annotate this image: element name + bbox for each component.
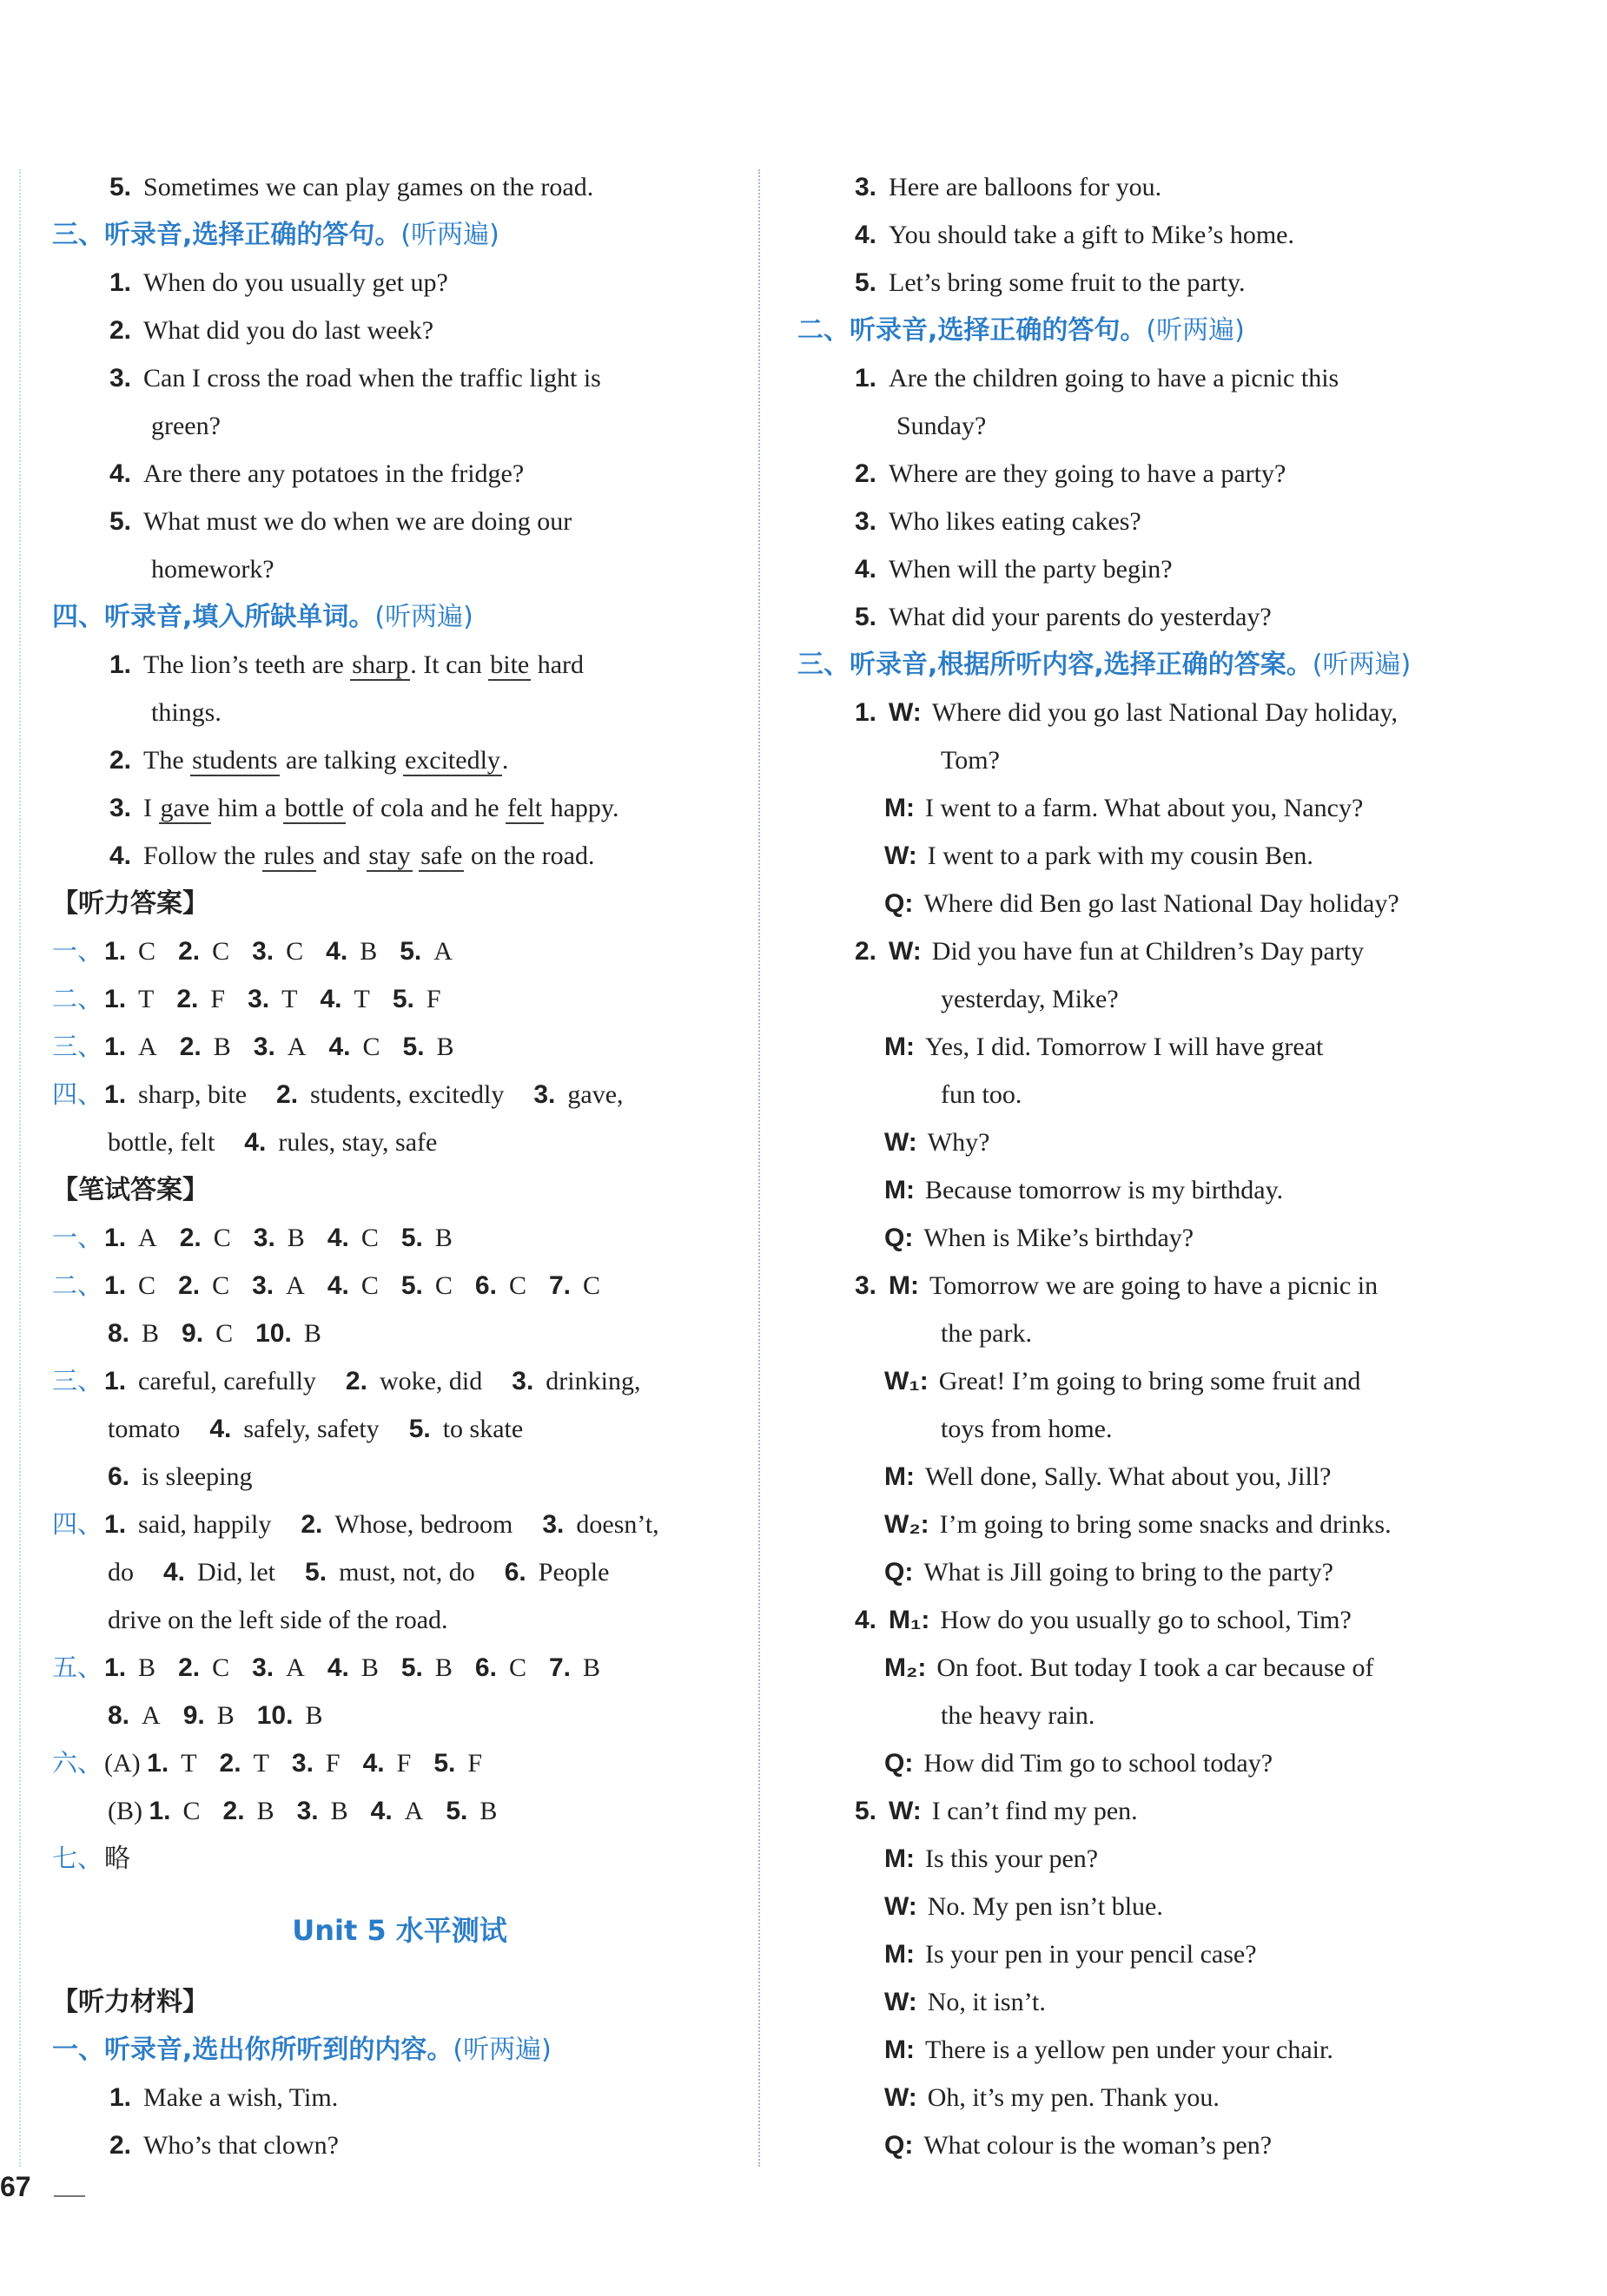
question-item: 1. When do you usually get up? bbox=[109, 268, 448, 297]
answer-value: C bbox=[212, 1271, 230, 1300]
answer-number: 4. bbox=[327, 1653, 349, 1682]
dialogue-line: M: I went to a farm. What about you, Nancy? bbox=[884, 794, 1364, 822]
answer-number: 5. bbox=[400, 1653, 423, 1682]
answer-row-continuation: 6. is sleeping bbox=[108, 1462, 253, 1491]
answer-row: 六、(A) 1. T 2. T 3. F 4. F 5. F bbox=[52, 1748, 483, 1778]
dialogue-line: Q: When is Mike’s birthday? bbox=[884, 1224, 1194, 1252]
question-item: 3. Can I cross the road when the traffic light is bbox=[109, 364, 601, 393]
fill-in-continuation: things. bbox=[151, 698, 222, 727]
answer-value: A bbox=[433, 937, 453, 966]
answer-number: 5. bbox=[433, 1749, 456, 1778]
answer-value: F bbox=[325, 1749, 341, 1778]
answer-value: T bbox=[253, 1749, 269, 1778]
answer-value: B bbox=[256, 1797, 274, 1825]
section-heading: 三、听录音,根据所听内容,选择正确的答案。(听两遍) bbox=[797, 650, 1412, 680]
answer-value: B bbox=[142, 1319, 160, 1348]
dialogue-continuation: toys from home. bbox=[941, 1415, 1113, 1443]
section-heading: 三、听录音,选择正确的答句。(听两遍) bbox=[52, 220, 499, 250]
dialogue-line: W: No. My pen isn’t blue. bbox=[884, 1892, 1163, 1921]
dialogue-line: M: There is a yellow pen under your chair. bbox=[884, 2035, 1333, 2064]
dialogue-line: 4. M₁: How do you usually go to school, Tim? bbox=[855, 1606, 1352, 1634]
dialogue-continuation: fun too. bbox=[941, 1080, 1022, 1109]
answer-number: 2. bbox=[219, 1749, 241, 1778]
answer-value: C bbox=[508, 1653, 526, 1682]
answer-value: B bbox=[305, 1701, 323, 1730]
question-continuation: homework? bbox=[151, 555, 274, 584]
dialogue-line: M₂: On foot. But today I took a car because of bbox=[884, 1653, 1374, 1682]
question-item: 1. Make a wish, Tim. bbox=[109, 2083, 339, 2112]
answer-number: 6. bbox=[474, 1271, 497, 1300]
right-column bbox=[797, 163, 1492, 2169]
answer-value: B bbox=[360, 1653, 379, 1682]
answer-number: 3. bbox=[248, 985, 270, 1013]
answer-number: 5. bbox=[400, 1224, 423, 1252]
answer-value: C bbox=[434, 1271, 453, 1300]
answer-value: B bbox=[582, 1653, 600, 1682]
answer-value: C bbox=[362, 1033, 380, 1061]
dialogue-line: 3. M: Tomorrow we are going to have a picnic in bbox=[855, 1271, 1379, 1300]
answer-row-continuation: do 4. Did, let 5. must, not, do 6. People bbox=[108, 1558, 610, 1587]
answer-number: 1. bbox=[104, 1224, 127, 1252]
answer-row: 七、略 bbox=[52, 1844, 131, 1873]
answer-number: 6. bbox=[474, 1653, 497, 1682]
answer-number: 7. bbox=[548, 1271, 571, 1300]
answer-value: F bbox=[210, 985, 226, 1013]
answer-value: C bbox=[582, 1271, 600, 1300]
answer-number: 8. bbox=[108, 1319, 130, 1348]
fill-in-item: 2. The students are talking excitedly. bbox=[109, 746, 509, 775]
dialogue-line: M: Is your pen in your pencil case? bbox=[884, 1940, 1257, 1969]
answer-value: T bbox=[354, 985, 370, 1013]
dialogue-line: Q: Where did Ben go last National Day holiday? bbox=[884, 889, 1399, 918]
dialogue-continuation: the park. bbox=[941, 1319, 1032, 1348]
answer-value: C bbox=[212, 1653, 230, 1682]
page-number: 67 bbox=[0, 2171, 31, 2202]
column-divider bbox=[758, 169, 760, 2167]
answer-number: 9. bbox=[182, 1701, 205, 1730]
answer-value: A bbox=[286, 1271, 305, 1300]
answer-number: 1. bbox=[149, 1797, 171, 1825]
dialogue-line: W₂: I’m going to bring some snacks and drinks. bbox=[884, 1510, 1392, 1539]
answer-number: 1. bbox=[104, 937, 127, 966]
answer-number: 3. bbox=[291, 1749, 314, 1778]
dialogue-continuation: the heavy rain. bbox=[941, 1701, 1095, 1730]
answer-number: 4. bbox=[370, 1797, 393, 1825]
dialogue-line: 5. W: I can’t find my pen. bbox=[855, 1797, 1138, 1825]
question-item: 4. You should take a gift to Mike’s home. bbox=[855, 221, 1294, 249]
answer-value: C bbox=[213, 1224, 231, 1252]
answer-row-continuation bbox=[52, 1692, 747, 1739]
answer-value: A bbox=[138, 1033, 157, 1061]
answer-number: 5. bbox=[402, 1033, 425, 1061]
answer-row: 二、1. C 2. C 3. A 4. C 5. C 6. C 7. C bbox=[52, 1270, 600, 1300]
fill-in-item: 1. The lion’s teeth are sharp. It can bite hard bbox=[109, 650, 585, 679]
question-item: 4. Are there any potatoes in the fridge? bbox=[109, 459, 525, 488]
answer-number: 4. bbox=[328, 1033, 351, 1061]
answer-value: A bbox=[286, 1653, 305, 1682]
answer-value: F bbox=[467, 1749, 483, 1778]
dialogue-line: 2. W: Did you have fun at Children’s Day party bbox=[855, 937, 1365, 966]
answer-number: 4. bbox=[327, 1224, 349, 1252]
answer-value: C bbox=[215, 1319, 234, 1348]
fill-in-item: 3. I gave him a bottle of cola and he felt happy. bbox=[109, 794, 619, 822]
page-number-rule bbox=[54, 2195, 85, 2197]
answer-value: C bbox=[212, 937, 230, 966]
answer-value: C bbox=[508, 1271, 526, 1300]
dialogue-line: W: Oh, it’s my pen. Thank you. bbox=[884, 2083, 1220, 2112]
answer-number: 3. bbox=[296, 1797, 319, 1825]
answer-row: 二、1. T 2. F 3. T 4. T 5. F bbox=[52, 984, 441, 1013]
section-heading: 二、听录音,选择正确的答句。(听两遍) bbox=[797, 315, 1245, 346]
answer-number: 2. bbox=[179, 1224, 202, 1252]
answer-value: T bbox=[138, 985, 155, 1013]
answer-value: C bbox=[360, 1224, 379, 1252]
answer-row: 四、1. said, happily 2. Whose, bedroom 3. doesn’t, bbox=[52, 1509, 659, 1539]
answer-number: 2. bbox=[178, 1271, 201, 1300]
answer-number: 1. bbox=[104, 985, 127, 1013]
answer-number: 3. bbox=[253, 1033, 275, 1061]
answer-number: 9. bbox=[182, 1319, 204, 1348]
question-item: 1. Are the children going to have a picnic this bbox=[855, 364, 1339, 393]
question-item: 5. Let’s bring some fruit to the party. bbox=[855, 268, 1246, 297]
dialogue-line: Q: What is Jill going to bring to the party? bbox=[884, 1558, 1333, 1587]
answer-number: 2. bbox=[178, 937, 201, 966]
answer-value: B bbox=[303, 1319, 321, 1348]
answer-number: 5. bbox=[446, 1797, 468, 1825]
left-column bbox=[52, 163, 747, 2169]
answer-number: 3. bbox=[253, 1224, 275, 1252]
dialogue-line: M: Well done, Sally. What about you, Jill? bbox=[884, 1462, 1332, 1491]
question-item: 3. Here are balloons for you. bbox=[855, 173, 1162, 201]
answer-number: 5. bbox=[400, 1271, 423, 1300]
answer-number: 7. bbox=[548, 1653, 571, 1682]
answer-value: B bbox=[434, 1224, 453, 1252]
dialogue-line: 1. W: Where did you go last National Day holiday, bbox=[855, 698, 1399, 727]
answer-row-continuation: drive on the left side of the road. bbox=[108, 1606, 448, 1634]
dialogue-line: W: No, it isn’t. bbox=[884, 1988, 1046, 2016]
answer-value: T bbox=[281, 985, 298, 1013]
question-item: 4. When will the party begin? bbox=[855, 555, 1173, 584]
dialogue-line: W₁: Great! I’m going to bring some fruit and bbox=[884, 1367, 1361, 1395]
answer-number: 4. bbox=[326, 937, 348, 966]
question-item: 3. Who likes eating cakes? bbox=[855, 507, 1141, 536]
question-item: 2. Who’s that clown? bbox=[109, 2131, 339, 2160]
answer-value: B bbox=[216, 1701, 235, 1730]
answer-value: B bbox=[479, 1797, 498, 1825]
answer-row-continuation bbox=[52, 1310, 747, 1357]
dialogue-continuation: yesterday, Mike? bbox=[941, 985, 1119, 1013]
answer-number: 2. bbox=[176, 985, 199, 1013]
answer-value: C bbox=[182, 1797, 201, 1825]
answer-value: B bbox=[436, 1033, 454, 1061]
section-heading: 四、听录音,填入所缺单词。(听两遍) bbox=[52, 602, 473, 632]
answer-row: 一、1. A 2. C 3. B 4. C 5. B bbox=[52, 1223, 453, 1252]
answer-row-continuation: tomato 4. safely, safety 5. to skate bbox=[108, 1415, 524, 1443]
answer-value: F bbox=[426, 985, 441, 1013]
material-heading: 【听力材料】 bbox=[52, 1987, 208, 2017]
question-continuation: green? bbox=[151, 412, 221, 440]
answer-row-continuation: bottle, felt 4. rules, stay, safe bbox=[108, 1128, 438, 1157]
answer-number: 10. bbox=[255, 1319, 292, 1348]
answer-number: 2. bbox=[222, 1797, 245, 1825]
answer-value: B bbox=[213, 1033, 231, 1061]
answer-value: A bbox=[287, 1033, 307, 1061]
section-heading: 一、听录音,选出你所听到的内容。(听两遍) bbox=[52, 2035, 552, 2065]
question-item: 2. Where are they going to have a party? bbox=[855, 459, 1286, 488]
answer-row: 五、1. B 2. C 3. A 4. B 5. B 6. C 7. B bbox=[52, 1653, 600, 1682]
answer-number: 3. bbox=[252, 1653, 274, 1682]
fill-in-item: 4. Follow the rules and stay safe on the road. bbox=[109, 841, 595, 870]
answer-value: B bbox=[138, 1653, 156, 1682]
dialogue-line: W: I went to a park with my cousin Ben. bbox=[884, 841, 1313, 870]
answer-row: 一、1. C 2. C 3. C 4. B 5. A bbox=[52, 936, 453, 966]
answer-number: 8. bbox=[108, 1701, 130, 1730]
dialogue-line: M: Because tomorrow is my birthday. bbox=[884, 1176, 1284, 1204]
answer-number: 5. bbox=[400, 937, 422, 966]
answer-number: 1. bbox=[104, 1653, 127, 1682]
answer-value: B bbox=[434, 1653, 453, 1682]
answer-number: 3. bbox=[252, 937, 274, 966]
answer-row: 三、1. careful, carefully 2. woke, did 3. drinking, bbox=[52, 1366, 641, 1395]
answer-value: C bbox=[286, 937, 304, 966]
answer-value: F bbox=[396, 1749, 412, 1778]
answer-value: C bbox=[138, 1271, 156, 1300]
question-item: 5. What must we do when we are doing our bbox=[109, 507, 572, 536]
dialogue-line: M: Yes, I did. Tomorrow I will have great bbox=[884, 1033, 1324, 1061]
answer-value: C bbox=[360, 1271, 379, 1300]
answer-number: 2. bbox=[179, 1033, 202, 1061]
question-item: 2. What did you do last week? bbox=[109, 316, 434, 345]
dialogue-line: Q: What colour is the woman’s pen? bbox=[884, 2131, 1273, 2160]
answer-value: A bbox=[138, 1224, 157, 1252]
answer-row-continuation: (B) 1. C 2. B 3. B 4. A 5. B bbox=[108, 1797, 498, 1825]
answer-value: A bbox=[142, 1701, 161, 1730]
answer-value: T bbox=[181, 1749, 197, 1778]
answer-value: C bbox=[138, 937, 156, 966]
page-edge-rule bbox=[19, 169, 21, 2167]
dialogue-line: Q: How did Tim go to school today? bbox=[884, 1749, 1273, 1778]
unit-title: Unit 5 水平测试 bbox=[292, 1914, 507, 1947]
answer-number: 4. bbox=[320, 985, 342, 1013]
answer-number: 4. bbox=[362, 1749, 385, 1778]
dialogue-continuation: Tom? bbox=[941, 746, 1000, 775]
written-answers-heading: 【笔试答案】 bbox=[52, 1175, 208, 1205]
answer-value: B bbox=[360, 937, 378, 966]
answer-number: 2. bbox=[178, 1653, 201, 1682]
answer-number: 1. bbox=[147, 1749, 169, 1778]
answer-number: 3. bbox=[252, 1271, 274, 1300]
answer-row: 四、1. sharp, bite 2. students, excitedly 3. gave, bbox=[52, 1079, 624, 1109]
answer-number: 10. bbox=[256, 1701, 294, 1730]
answer-row: 三、1. A 2. B 3. A 4. C 5. B bbox=[52, 1032, 454, 1061]
question-continuation: Sunday? bbox=[896, 412, 987, 440]
question-item: 5. What did your parents do yesterday? bbox=[855, 603, 1272, 631]
item-line: 5. Sometimes we can play games on the road. bbox=[109, 173, 594, 201]
answer-number: 5. bbox=[392, 985, 414, 1013]
answer-number: 1. bbox=[104, 1271, 127, 1300]
dialogue-line: M: Is this your pen? bbox=[884, 1844, 1099, 1873]
answer-number: 1. bbox=[104, 1033, 127, 1061]
answer-number: 4. bbox=[327, 1271, 349, 1300]
listening-answers-heading: 【听力答案】 bbox=[52, 888, 208, 919]
answer-value: A bbox=[404, 1797, 424, 1825]
dialogue-line: W: Why? bbox=[884, 1128, 990, 1157]
answer-value: B bbox=[287, 1224, 305, 1252]
answer-value: B bbox=[330, 1797, 348, 1825]
